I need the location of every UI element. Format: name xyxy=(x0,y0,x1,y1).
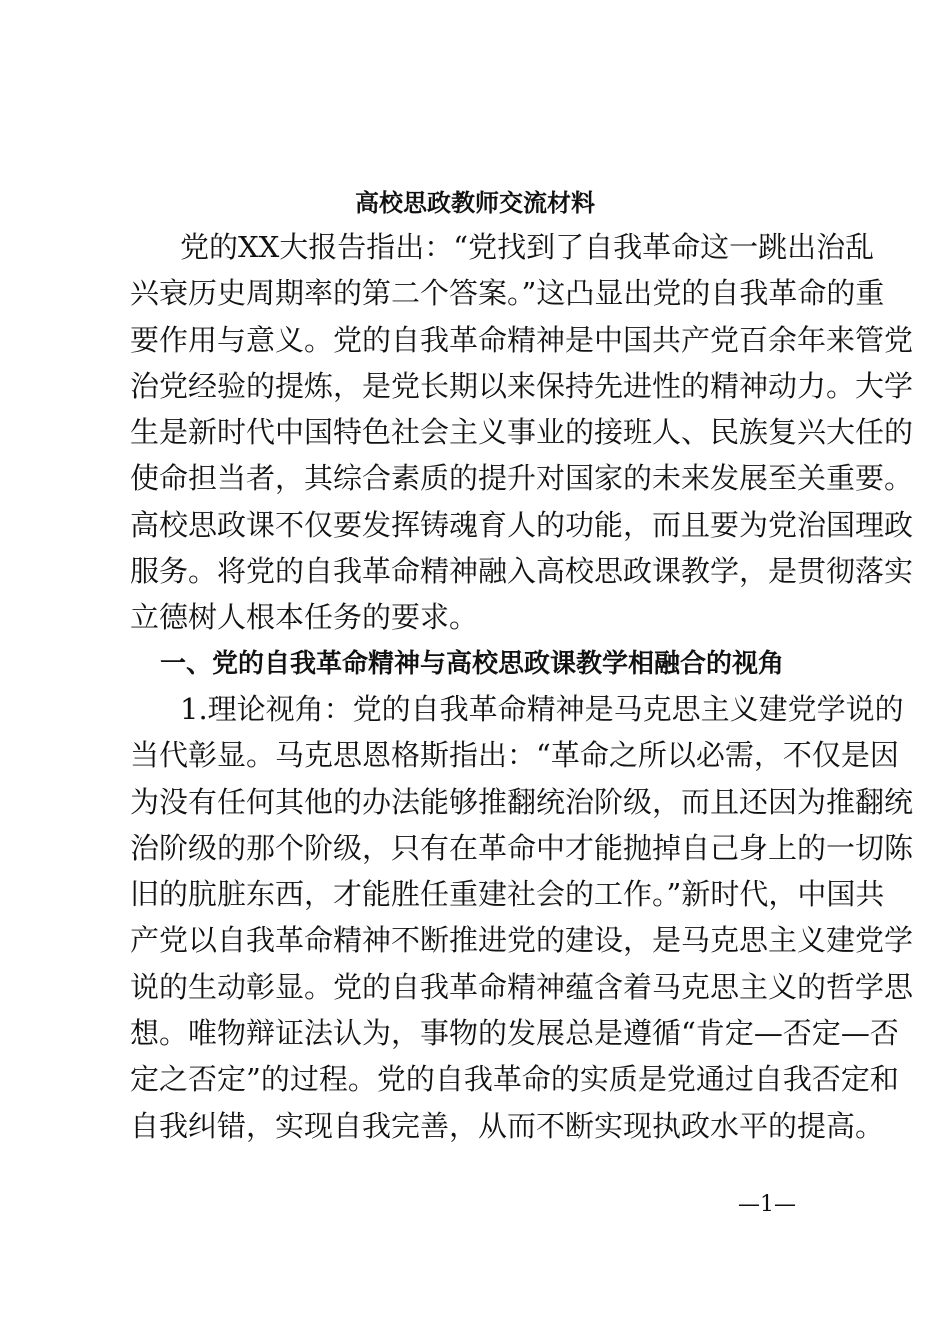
page-number: —1— xyxy=(738,1192,796,1217)
text-line: 服务。将党的自我革命精神融入高校思政课教学，是贯彻落实 xyxy=(130,554,914,589)
text-line: 为没有任何其他的办法能够推翻统治阶级，而且还因为推翻统 xyxy=(130,784,914,819)
text-line: 治阶级的那个阶级，只有在革命中才能抛掉自己身上的一切陈 xyxy=(130,830,914,865)
text-line: 想。唯物辩证法认为，事物的发展总是遵循“肯定—否定—否 xyxy=(130,1016,899,1051)
paragraph-intro xyxy=(130,224,914,641)
text-line: 定之否定”的过程。党的自我革命的实质是党通过自我否定和 xyxy=(130,1062,899,1097)
text-line: 要作用与意义。党的自我革命精神是中国共产党百余年来管党 xyxy=(130,322,914,357)
text-line: 治党经验的提炼，是党长期以来保持先进性的精神动力。大学 xyxy=(130,368,914,403)
text-line: 说的生动彰显。党的自我革命精神蕴含着马克思主义的哲学思 xyxy=(130,969,914,1004)
text-line: 使命担当者，其综合素质的提升对国家的未来发展至关重要。 xyxy=(130,461,914,496)
text-line: 生是新时代中国特色社会主义事业的接班人、民族复兴大任的 xyxy=(130,415,914,450)
document-title: 高校思政教师交流材料 xyxy=(355,188,595,217)
text-line: 产党以自我革命精神不断推进党的建设，是马克思主义建党学 xyxy=(130,923,914,958)
paragraph-theory xyxy=(130,686,914,1149)
section-heading: 一、党的自我革命精神与高校思政课教学相融合的视角 xyxy=(160,649,785,679)
text-line: 当代彰显。马克思恩格斯指出：“革命之所以必需，不仅是因 xyxy=(130,738,899,773)
text-line: 自我纠错，实现自我完善，从而不断实现执政水平的提高。 xyxy=(130,1108,885,1143)
text-line: 立德树人根本任务的要求。 xyxy=(130,600,479,635)
text-line: 高校思政课不仅要发挥铸魂育人的功能，而且要为党治国理政 xyxy=(130,507,914,542)
text-line: 党的XX大报告指出：“党找到了自我革命这一跳出治乱 xyxy=(180,230,875,264)
text-line: 旧的肮脏东西，才能胜任重建社会的工作。”新时代，中国共 xyxy=(130,877,885,912)
text-line: 兴衰历史周期率的第二个答案。”这凸显出党的自我革命的重 xyxy=(130,276,885,311)
text-line: 1.理论视角：党的自我革命精神是马克思主义建党学说的 xyxy=(180,692,904,726)
